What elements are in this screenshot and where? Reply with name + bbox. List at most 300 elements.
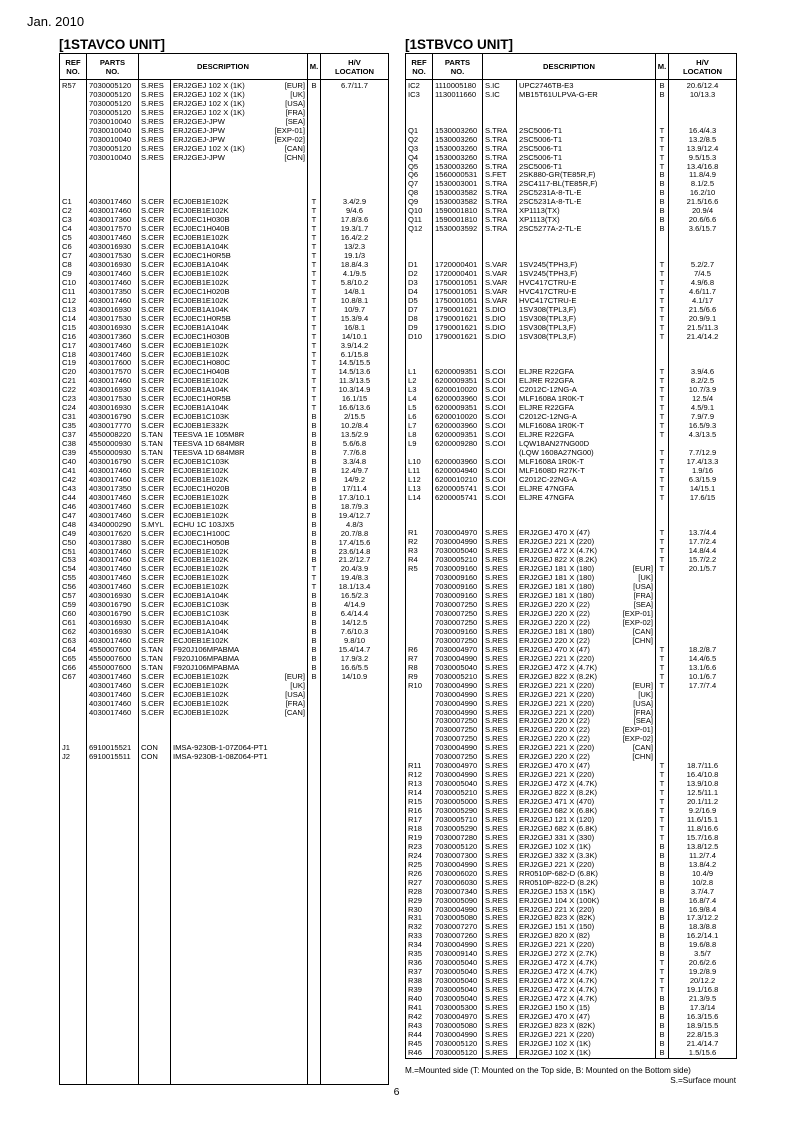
table-row bbox=[60, 780, 389, 789]
parts-no-cell bbox=[433, 512, 483, 521]
type-cell: S.RES bbox=[483, 825, 517, 834]
type-cell: S.RES bbox=[483, 619, 517, 628]
table-row bbox=[60, 1039, 389, 1048]
parts-no-cell: 7030004990 bbox=[433, 906, 483, 915]
ref-no-cell bbox=[60, 109, 87, 118]
table-row bbox=[60, 342, 389, 351]
table-row bbox=[60, 977, 389, 986]
parts-no-cell bbox=[87, 825, 139, 834]
mounted-side-cell bbox=[308, 861, 321, 870]
hv-location-cell bbox=[321, 100, 389, 109]
description-cell bbox=[517, 288, 656, 297]
table-row bbox=[406, 735, 737, 744]
destination-tag: [SEA] bbox=[285, 117, 305, 126]
table-row bbox=[406, 333, 737, 342]
ref-no-cell: R30 bbox=[406, 906, 433, 915]
type-cell bbox=[139, 1066, 171, 1075]
mounted-side-cell: T bbox=[308, 198, 321, 207]
table-row bbox=[406, 834, 737, 843]
mounted-side-cell bbox=[656, 503, 669, 512]
type-cell: S.CER bbox=[139, 333, 171, 342]
hv-location-cell: 6.7/11.7 bbox=[321, 80, 389, 91]
type-cell: S.TAN bbox=[139, 449, 171, 458]
description-text: ERJ2GEJ 221 X (220) bbox=[519, 905, 595, 914]
description-text: ERJ2GEJ 221 X (220) bbox=[519, 1030, 595, 1039]
hv-location-cell bbox=[321, 798, 389, 807]
description-cell bbox=[517, 762, 656, 771]
description-cell bbox=[517, 1049, 656, 1058]
hv-location-cell: 4.9/6.8 bbox=[669, 279, 737, 288]
ref-no-cell bbox=[60, 923, 87, 932]
mounted-side-cell: T bbox=[656, 825, 669, 834]
hv-location-cell: 17.7/2.4 bbox=[669, 538, 737, 547]
table-row bbox=[406, 771, 737, 780]
ref-no-cell bbox=[406, 109, 433, 118]
hv-location-cell: 15.7/2.2 bbox=[669, 556, 737, 565]
hv-location-cell: 1.9/16 bbox=[669, 467, 737, 476]
description-text: ECJ0EB1E102K bbox=[173, 493, 229, 502]
hv-location-cell: 10.3/14.9 bbox=[321, 386, 389, 395]
destination-tag: [EXP-01] bbox=[622, 610, 653, 619]
ref-no-cell bbox=[60, 941, 87, 950]
ref-no-cell: Q1 bbox=[406, 127, 433, 136]
ref-no-cell: C22 bbox=[60, 386, 87, 395]
table-row bbox=[60, 1057, 389, 1066]
table-row bbox=[60, 154, 389, 163]
mounted-side-cell bbox=[308, 172, 321, 181]
description-text: 2SC5231A-8-TL-E bbox=[519, 198, 582, 207]
type-cell: S.RES bbox=[483, 950, 517, 959]
description-cell bbox=[171, 315, 308, 324]
description-cell bbox=[171, 395, 308, 404]
table-row bbox=[406, 261, 737, 270]
description-cell bbox=[171, 1048, 308, 1057]
ref-no-cell bbox=[406, 717, 433, 726]
parts-no-cell: 7030009160 bbox=[433, 592, 483, 601]
table-row bbox=[406, 252, 737, 261]
parts-no-cell: 4030017770 bbox=[87, 422, 139, 431]
description-text: ECJ0EB1E102K bbox=[173, 637, 229, 646]
hv-location-cell: 14/9.2 bbox=[321, 476, 389, 485]
hv-location-cell bbox=[321, 780, 389, 789]
description-cell bbox=[517, 145, 656, 154]
destination-tag: [SEA] bbox=[633, 601, 653, 610]
mounted-side-cell: B bbox=[308, 449, 321, 458]
hv-location-cell: 16.4/4.3 bbox=[669, 127, 737, 136]
type-cell: S.RES bbox=[483, 923, 517, 932]
parts-no-cell: 6200010210 bbox=[433, 476, 483, 485]
description-cell bbox=[517, 950, 656, 959]
hv-location-cell: 16.5/9.3 bbox=[669, 422, 737, 431]
table-row bbox=[60, 1013, 389, 1022]
ref-no-cell bbox=[406, 449, 433, 458]
type-cell: S.TAN bbox=[139, 664, 171, 673]
description-text: ECJ0EB1E102K bbox=[173, 690, 229, 699]
description-text: ERJ2GEJ 102 X (1K) bbox=[173, 144, 245, 153]
parts-no-cell: 7030005290 bbox=[433, 825, 483, 834]
parts-no-cell: 4030017460 bbox=[87, 279, 139, 288]
type-cell bbox=[139, 789, 171, 798]
description-cell bbox=[517, 136, 656, 145]
description-cell bbox=[517, 870, 656, 879]
type-cell: S.CER bbox=[139, 297, 171, 306]
stbvco-table-body bbox=[406, 80, 737, 1059]
mounted-side-cell bbox=[656, 100, 669, 109]
description-cell bbox=[517, 807, 656, 816]
table-row bbox=[406, 225, 737, 234]
table-row bbox=[60, 905, 389, 914]
table-row bbox=[60, 592, 389, 601]
table-row bbox=[60, 950, 389, 959]
mounted-side-cell bbox=[656, 753, 669, 762]
table-row bbox=[406, 646, 737, 655]
ref-no-cell bbox=[60, 852, 87, 861]
ref-no-cell bbox=[406, 503, 433, 512]
description-cell bbox=[171, 485, 308, 494]
hv-location-cell: 16.1/15 bbox=[321, 395, 389, 404]
parts-no-cell: 7030004990 bbox=[433, 744, 483, 753]
ref-no-cell: R27 bbox=[406, 879, 433, 888]
hv-location-cell bbox=[669, 252, 737, 261]
description-cell bbox=[517, 431, 656, 440]
description-text: ERJ2GEJ 221 X (220) bbox=[519, 690, 595, 699]
description-text: 2SC5006-T1 bbox=[519, 135, 563, 144]
description-cell bbox=[517, 458, 656, 467]
description-text: ECJ0EC1H020B bbox=[173, 287, 230, 296]
hv-location-cell: 20.4/3.9 bbox=[321, 565, 389, 574]
mounted-side-cell bbox=[656, 350, 669, 359]
hv-location-cell bbox=[321, 691, 389, 700]
parts-no-cell: 7030005040 bbox=[433, 977, 483, 986]
type-cell bbox=[483, 118, 517, 127]
type-cell bbox=[139, 780, 171, 789]
description-cell bbox=[171, 467, 308, 476]
type-cell: CON bbox=[139, 753, 171, 762]
description-text: ERJ2GEJ 472 X (4.7K) bbox=[519, 663, 598, 672]
table-row bbox=[60, 288, 389, 297]
type-cell: S.CER bbox=[139, 270, 171, 279]
parts-no-cell: 7030010040 bbox=[87, 118, 139, 127]
mounted-side-cell: B bbox=[656, 941, 669, 950]
description-text: MLF1608A 1R0K-T bbox=[519, 422, 584, 431]
mounted-side-cell: T bbox=[308, 377, 321, 386]
description-cell bbox=[517, 664, 656, 673]
mounted-side-cell bbox=[308, 91, 321, 100]
hv-location-cell: 17.4/15.6 bbox=[321, 539, 389, 548]
mounted-side-cell: T bbox=[308, 234, 321, 243]
table-row bbox=[406, 968, 737, 977]
ref-no-cell bbox=[406, 592, 433, 601]
parts-no-cell: 4030017460 bbox=[87, 476, 139, 485]
ref-no-cell bbox=[60, 861, 87, 870]
description-cell bbox=[517, 243, 656, 252]
parts-no-cell: 1530003260 bbox=[433, 127, 483, 136]
parts-no-cell bbox=[87, 923, 139, 932]
destination-tag: [FRA] bbox=[285, 699, 305, 708]
hv-location-cell: 11.3/13.5 bbox=[321, 377, 389, 386]
table-row bbox=[406, 888, 737, 897]
hv-location-cell: 6.4/14.4 bbox=[321, 610, 389, 619]
description-cell bbox=[517, 861, 656, 870]
type-cell: S.CER bbox=[139, 252, 171, 261]
hv-location-header: H/V LOCATION bbox=[669, 54, 737, 80]
mounted-side-cell: T bbox=[656, 306, 669, 315]
mounted-side-cell bbox=[308, 887, 321, 896]
description-cell bbox=[171, 440, 308, 449]
description-text: ECJ0EB1A104K bbox=[173, 628, 229, 637]
hv-location-cell bbox=[669, 610, 737, 619]
type-cell: S.RES bbox=[483, 1022, 517, 1031]
surface-mount-note: S.=Surface mount bbox=[670, 1076, 736, 1085]
parts-no-cell: 7030005040 bbox=[433, 959, 483, 968]
mounted-side-cell: T bbox=[308, 324, 321, 333]
ref-no-cell: R5 bbox=[406, 565, 433, 574]
hv-location-cell: 21.3/9.5 bbox=[669, 995, 737, 1004]
table-row bbox=[60, 386, 389, 395]
type-cell bbox=[483, 342, 517, 351]
table-row bbox=[60, 431, 389, 440]
ref-no-cell bbox=[60, 995, 87, 1004]
table-row bbox=[406, 798, 737, 807]
parts-no-cell bbox=[87, 1057, 139, 1066]
parts-no-cell: 4030016930 bbox=[87, 592, 139, 601]
mounted-side-cell: B bbox=[308, 80, 321, 91]
type-cell: S.CER bbox=[139, 198, 171, 207]
table-row bbox=[406, 136, 737, 145]
table-row bbox=[406, 512, 737, 521]
description-text: ECJ0EC1H0R5B bbox=[173, 314, 231, 323]
type-cell: S.RES bbox=[483, 816, 517, 825]
type-cell: S.RES bbox=[483, 789, 517, 798]
hv-location-cell bbox=[321, 154, 389, 163]
table-row bbox=[406, 932, 737, 941]
table-row bbox=[60, 198, 389, 207]
hv-location-cell bbox=[321, 1075, 389, 1084]
hv-location-cell bbox=[669, 753, 737, 762]
parts-no-cell: 4340000290 bbox=[87, 521, 139, 530]
hv-location-cell bbox=[321, 861, 389, 870]
hv-location-cell: 4.6/11.7 bbox=[669, 288, 737, 297]
parts-no-cell: 4030017360 bbox=[87, 216, 139, 225]
description-text: ECJ0EB1A104K bbox=[173, 243, 229, 252]
stbvco-parts-table bbox=[405, 53, 737, 1059]
description-cell bbox=[171, 306, 308, 315]
parts-no-cell bbox=[87, 1022, 139, 1031]
table-row bbox=[406, 243, 737, 252]
description-cell bbox=[171, 995, 308, 1004]
parts-no-cell: 4030017530 bbox=[87, 252, 139, 261]
parts-no-cell: 7030005080 bbox=[433, 914, 483, 923]
destination-tag: [USA] bbox=[633, 583, 653, 592]
type-cell bbox=[139, 825, 171, 834]
parts-no-cell: 7030005120 bbox=[433, 1040, 483, 1049]
ref-no-cell bbox=[60, 180, 87, 189]
description-cell bbox=[171, 207, 308, 216]
type-cell bbox=[139, 1057, 171, 1066]
type-cell: S.RES bbox=[139, 136, 171, 145]
ref-no-cell: R33 bbox=[406, 932, 433, 941]
description-text: ERJ2GEJ 220 X (22) bbox=[519, 735, 590, 744]
parts-no-cell: 1560000531 bbox=[433, 171, 483, 180]
parts-no-cell: 4030017380 bbox=[87, 539, 139, 548]
ref-no-cell: R17 bbox=[406, 816, 433, 825]
mounted-side-cell: B bbox=[656, 1013, 669, 1022]
hv-location-cell bbox=[321, 923, 389, 932]
ref-no-cell bbox=[406, 619, 433, 628]
hv-location-cell: 14/8.1 bbox=[321, 288, 389, 297]
type-cell: S.RES bbox=[483, 1004, 517, 1013]
mounted-side-cell: T bbox=[308, 207, 321, 216]
type-cell bbox=[139, 718, 171, 727]
hv-location-cell: 13.2/8.5 bbox=[669, 136, 737, 145]
type-cell: S.RES bbox=[483, 977, 517, 986]
ref-no-cell: D10 bbox=[406, 333, 433, 342]
description-cell bbox=[171, 959, 308, 968]
mounted-side-cell bbox=[308, 1048, 321, 1057]
description-cell bbox=[171, 288, 308, 297]
ref-no-cell: R19 bbox=[406, 834, 433, 843]
parts-no-cell: 4030017460 bbox=[87, 494, 139, 503]
description-text: 1SV245(TPH3,F) bbox=[519, 269, 578, 278]
hv-location-cell: 13.9/10.8 bbox=[669, 780, 737, 789]
description-cell bbox=[517, 118, 656, 127]
table-row bbox=[60, 932, 389, 941]
hv-location-cell: 16/8.1 bbox=[321, 324, 389, 333]
mounted-side-cell: B bbox=[656, 861, 669, 870]
description-cell bbox=[171, 243, 308, 252]
table-row bbox=[60, 691, 389, 700]
mounted-side-cell: B bbox=[656, 852, 669, 861]
description-cell bbox=[171, 780, 308, 789]
type-cell: S.CER bbox=[139, 548, 171, 557]
ref-no-cell: R9 bbox=[406, 673, 433, 682]
type-cell: S.RES bbox=[483, 1049, 517, 1058]
type-cell: S.COI bbox=[483, 377, 517, 386]
description-text: ECJ0EB1C103K bbox=[173, 610, 230, 619]
hv-location-cell: 17.6/15 bbox=[669, 494, 737, 503]
ref-no-cell: C11 bbox=[60, 288, 87, 297]
destination-tag: [CHN] bbox=[284, 153, 305, 162]
table-row bbox=[406, 547, 737, 556]
description-cell bbox=[171, 762, 308, 771]
mounted-side-cell bbox=[656, 592, 669, 601]
hv-location-cell bbox=[321, 744, 389, 753]
type-cell: S.COI bbox=[483, 485, 517, 494]
parts-no-cell bbox=[87, 180, 139, 189]
description-text: F920J106MPABMA bbox=[173, 654, 240, 663]
table-row bbox=[406, 216, 737, 225]
hv-location-cell: 10.1/6.7 bbox=[669, 673, 737, 682]
type-cell: S.RES bbox=[483, 726, 517, 735]
hv-location-cell: 19.1/3 bbox=[321, 252, 389, 261]
description-cell bbox=[171, 807, 308, 816]
table-row bbox=[60, 530, 389, 539]
description-cell bbox=[171, 431, 308, 440]
ref-no-cell: C50 bbox=[60, 539, 87, 548]
ref-no-cell bbox=[60, 825, 87, 834]
mounted-side-cell: B bbox=[656, 843, 669, 852]
ref-no-cell: IC3 bbox=[406, 91, 433, 100]
mounted-side-cell bbox=[308, 870, 321, 879]
parts-no-cell: 7030009160 bbox=[433, 583, 483, 592]
hv-location-cell bbox=[321, 816, 389, 825]
parts-no-cell: 4030017530 bbox=[87, 315, 139, 324]
table-row bbox=[60, 503, 389, 512]
mounted-side-cell: B bbox=[656, 932, 669, 941]
table-row bbox=[406, 610, 737, 619]
description-text: ERJ2GEJ 102 X (1K) bbox=[519, 842, 591, 851]
description-text: ECJ0EB1C103K bbox=[173, 457, 230, 466]
hv-location-cell: 10/9.7 bbox=[321, 306, 389, 315]
hv-location-header: H/V LOCATION bbox=[321, 54, 389, 80]
type-cell: S.RES bbox=[483, 556, 517, 565]
mounted-side-cell: B bbox=[308, 530, 321, 539]
hv-location-cell bbox=[321, 709, 389, 718]
type-cell: S.CER bbox=[139, 691, 171, 700]
hv-location-cell: 4/14.9 bbox=[321, 601, 389, 610]
mounted-side-cell bbox=[308, 896, 321, 905]
type-cell: S.COI bbox=[483, 422, 517, 431]
mounted-side-cell bbox=[308, 798, 321, 807]
parts-no-cell: 1790001621 bbox=[433, 315, 483, 324]
mounted-side-cell: T bbox=[308, 279, 321, 288]
parts-no-cell bbox=[87, 163, 139, 172]
table-row bbox=[60, 655, 389, 664]
description-text: 2SC5006-T1 bbox=[519, 126, 563, 135]
parts-no-cell: 7030010040 bbox=[87, 127, 139, 136]
parts-no-cell bbox=[433, 118, 483, 127]
table-row bbox=[406, 1031, 737, 1040]
mounted-side-cell: B bbox=[308, 467, 321, 476]
table-row bbox=[406, 583, 737, 592]
mounted-side-cell bbox=[656, 637, 669, 646]
table-row bbox=[60, 136, 389, 145]
description-cell bbox=[171, 297, 308, 306]
ref-no-cell: C46 bbox=[60, 503, 87, 512]
ref-no-cell bbox=[60, 1075, 87, 1084]
parts-no-cell bbox=[87, 718, 139, 727]
type-cell bbox=[483, 359, 517, 368]
type-cell: S.RES bbox=[483, 807, 517, 816]
hv-location-cell: 13/2.3 bbox=[321, 243, 389, 252]
hv-location-cell: 3.7/4.7 bbox=[669, 888, 737, 897]
ref-no-cell: C37 bbox=[60, 431, 87, 440]
ref-no-cell: R7 bbox=[406, 655, 433, 664]
mounted-side-cell bbox=[308, 834, 321, 843]
description-text: ECJ0EB1E102K bbox=[173, 377, 229, 386]
type-cell bbox=[139, 879, 171, 888]
mounted-side-cell: T bbox=[656, 163, 669, 172]
destination-tag: [EXP-02] bbox=[622, 735, 653, 744]
hv-location-cell bbox=[321, 762, 389, 771]
hv-location-cell bbox=[321, 959, 389, 968]
description-cell bbox=[517, 717, 656, 726]
destination-tag: [EXP-02] bbox=[274, 135, 305, 144]
table-row bbox=[406, 870, 737, 879]
hv-location-cell bbox=[321, 977, 389, 986]
hv-location-cell: 21.5/11.3 bbox=[669, 324, 737, 333]
type-cell: S.TRA bbox=[483, 145, 517, 154]
ref-no-cell bbox=[406, 350, 433, 359]
parts-no-cell: 4030016790 bbox=[87, 601, 139, 610]
description-cell bbox=[517, 422, 656, 431]
ref-no-cell bbox=[60, 700, 87, 709]
hv-location-cell: 7/4.5 bbox=[669, 270, 737, 279]
ref-no-cell: L10 bbox=[406, 458, 433, 467]
mounted-side-cell bbox=[656, 243, 669, 252]
ref-no-cell bbox=[60, 870, 87, 879]
type-cell: S.VAR bbox=[483, 270, 517, 279]
